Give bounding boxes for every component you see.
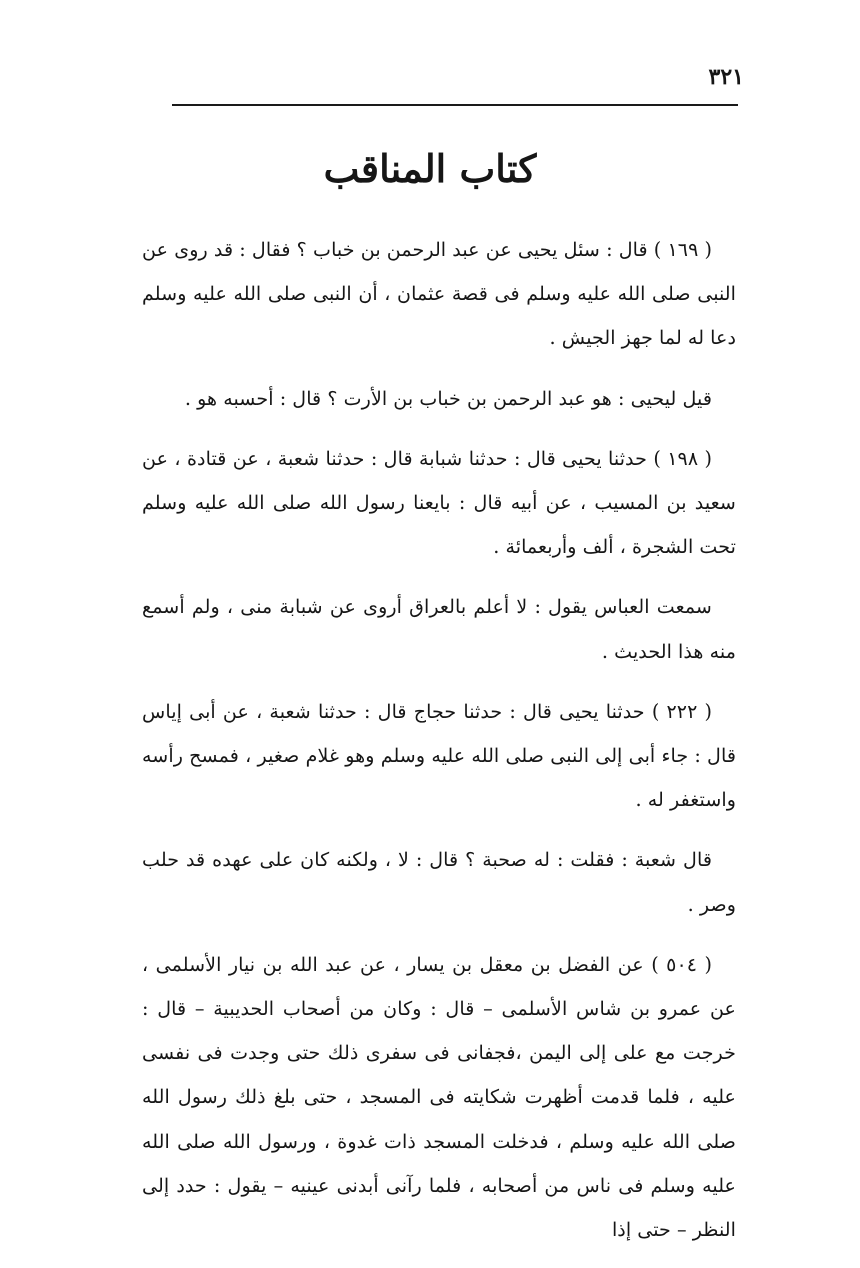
paragraph-198: ( ١٩٨ ) حدثنا يحيى قال : حدثنا شبابة قال : حدثنا شعبة ، عن قتادة ، عن سعيد بن المسيب ، عن أبيه قال : بايعنا رسول الله صلى الله عليه وسلم تحت الشجرة ، ألف وأربعمائة .: [142, 446, 736, 559]
paragraph-169: ( ١٦٩ ) قال : سئل يحيى عن عبد الرحمن بن خباب ؟ فقال : قد روى عن النبى صلى الله عليه وسلم فى قصة عثمان ، أن النبى صلى الله عليه وسلم دعا له لما جهز الجيش .: [142, 238, 736, 350]
header-rule: [172, 104, 738, 106]
paragraph-222: ( ٢٢٢ ) حدثنا يحيى قال : حدثنا حجاج قال : حدثنا شعبة ، عن أبى إياس قال : جاء أبى إلى النبى صلى الله عليه وسلم وهو غلام صغير ، فمسح رأسه واستغفر له .: [142, 699, 736, 812]
body-text: [142, 228, 736, 1268]
chapter-title: كتاب المناقب: [323, 146, 537, 191]
paragraph-504: ( ٥٠٤ ) عن الفضل بن معقل بن يسار ، عن عبد الله بن نيار الأسلمى ، عن عمرو بن شاس الأسلمى – قال : وكان من أصحاب الحديبية – قال : خرجت مع على إلى اليمن ،فجفانى فى سفرى ذلك حتى وجدت فى نفسى عليه ، فلما قدمت أظهرت شكايته فى المسجد ، حتى بلغ ذلك رسول الله صلى الله عليه وسلم ، فدخلت المسجد ذات غدوة ، ورسول الله صلى الله عليه وسلم فى ناس من أصحابه ، فلما رآنى أبدنى عينيه – يقول : حدد إلى النظر – حتى إذا: [142, 952, 736, 1242]
page-number: ٣٢١: [708, 64, 744, 90]
paragraph-198-note: سمعت العباس يقول : لا أعلم بالعراق أروى عن شبابة منى ، ولم أسمع منه هذا الحديث .: [142, 595, 736, 663]
paragraph-169-note: قيل ليحيى : هو عبد الرحمن بن خباب بن الأرت ؟ قال : أحسبه هو .: [184, 386, 712, 410]
paragraph-222-note: قال شعبة : فقلت : له صحبة ؟ قال : لا ، ولكنه كان على عهده قد حلب وصر .: [142, 848, 736, 916]
